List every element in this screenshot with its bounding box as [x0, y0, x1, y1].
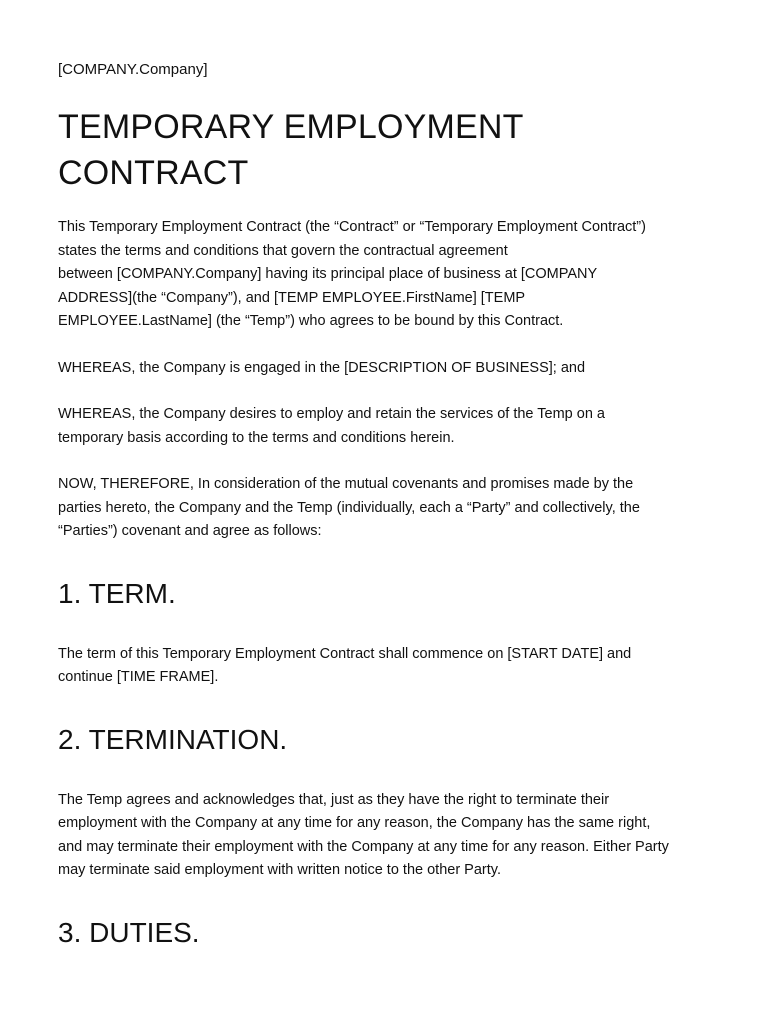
now-therefore-line-3: “Parties”) covenant and agree as follows:: [58, 523, 322, 539]
intro-line-1: This Temporary Employment Contract (the “Contract” or “Temporary Employment Contract”): [58, 219, 646, 235]
whereas-employ-paragraph: [58, 403, 718, 450]
intro-line-5: EMPLOYEE.LastName] (the “Temp”) who agrees to be bound by this Contract.: [58, 313, 564, 329]
intro-line-4: ADDRESS](the “Company”), and [TEMP EMPLOYEE.FirstName] [TEMP: [58, 289, 526, 306]
section-heading-term: 1. TERM.: [58, 577, 176, 609]
now-therefore-line-2: parties hereto, the Company and the Temp (individually, each a “Party” and collectively, the: [58, 499, 640, 516]
term-line-1: The term of this Temporary Employment Contract shall commence on [START DATE] and: [58, 645, 632, 662]
termination-line-4: may terminate said employment with written notice to the other Party.: [58, 862, 501, 878]
term-line-2: continue [TIME FRAME].: [58, 669, 219, 685]
section-heading-duties: 3. DUTIES.: [58, 916, 200, 948]
intro-paragraph: [58, 216, 718, 334]
section-term-paragraph: [58, 643, 718, 690]
title-line-1: TEMPORARY EMPLOYMENT: [58, 108, 524, 146]
title-line-2: CONTRACT: [58, 154, 249, 192]
section-heading-termination: 2. TERMINATION.: [58, 723, 288, 755]
whereas-employ-line-1: WHEREAS, the Company desires to employ and retain the services of the Temp on a: [58, 406, 605, 422]
now-therefore-line-1: NOW, THEREFORE, In consideration of the mutual covenants and promises made by the: [58, 476, 634, 492]
whereas-business-paragraph: WHEREAS, the Company is engaged in the [DESCRIPTION OF BUSINESS]; and: [58, 359, 586, 376]
termination-line-3: and may terminate their employment with the Company at any time for any reason. Either Party: [58, 838, 669, 855]
section-termination-paragraph: [58, 789, 718, 883]
document-page: [58, 58, 718, 982]
whereas-employ-line-2: temporary basis according to the terms and conditions herein.: [58, 429, 455, 446]
intro-line-2: states the terms and conditions that govern the contractual agreement: [58, 242, 508, 259]
document-title: [58, 104, 718, 196]
intro-line-3: between [COMPANY.Company] having its principal place of business at [COMPANY: [58, 266, 598, 282]
termination-line-1: The Temp agrees and acknowledges that, just as they have the right to terminate their: [58, 791, 610, 808]
termination-line-2: employment with the Company at any time for any reason, the Company has the same right,: [58, 815, 651, 831]
header-company-placeholder: [COMPANY.Company]: [58, 61, 208, 78]
now-therefore-paragraph: [58, 473, 718, 544]
